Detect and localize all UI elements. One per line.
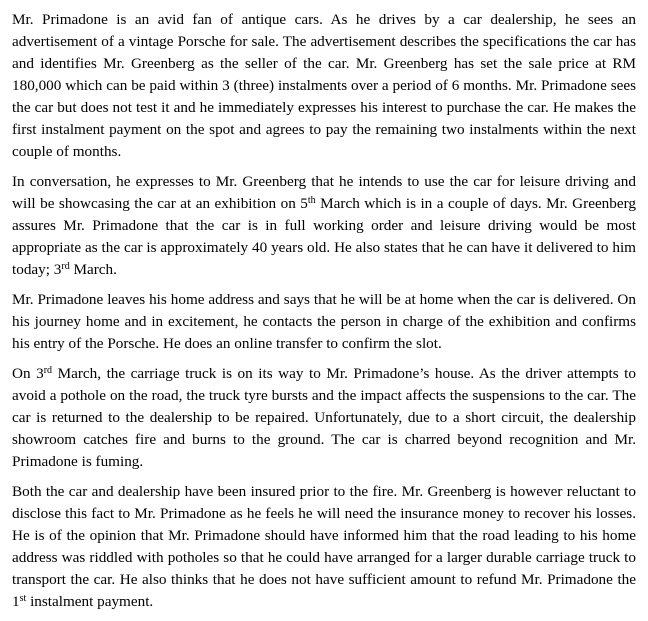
- paragraph-text: March which is in a couple of days. Mr. Greenberg assures Mr. Primadone that the car is in full working order and leisure driving would be most appropriate as the car is approximately 40 years old. He also states that he can have it delivered to him today; 3: [12, 195, 636, 278]
- paragraph-4: [12, 363, 636, 473]
- ordinal-suffix: rd: [61, 261, 70, 272]
- document-body: [12, 9, 636, 621]
- paragraph-text: In conversation, he expresses to Mr. Greenberg that he intends to use the car for leisure driving and will be showcasing the car at an exhibition on 5: [12, 173, 636, 212]
- paragraph-text: Both the car and dealership have been insured prior to the fire. Mr. Greenberg is however reluctant to disclose this fact to Mr. Primadone as he feels he will need the insurance money to recover his losses. He is of the opinion that Mr. Primadone should have informed him that the road leading to his home address was riddled with potholes so that he could have arranged for a larger durable carriage truck to transport the car. He also thinks that he does not have sufficient amount to refund Mr. Primadone the 1: [12, 483, 636, 610]
- paragraph-text: March.: [69, 261, 117, 278]
- ordinal-suffix: th: [307, 195, 316, 206]
- ordinal-suffix: rd: [43, 365, 53, 376]
- paragraph-3: [12, 289, 636, 355]
- ordinal-suffix: st: [19, 593, 27, 604]
- paragraph-text: On 3: [12, 365, 44, 382]
- paragraph-text: Mr. Primadone leaves his home address and says that he will be at home when the car is delivered. On his journey home and in excitement, he contacts the person in charge of the exhibition and confirms his entry of the Porsche. He does an online transfer to confirm the slot.: [12, 291, 636, 352]
- paragraph-5: [12, 481, 636, 613]
- paragraph-2: [12, 171, 636, 281]
- paragraph-text: instalment payment.: [26, 593, 154, 610]
- paragraph-text: Mr. Primadone is an avid fan of antique cars. As he drives by a car dealership, he sees an advertisement of a vintage Porsche for sale. The advertisement describes the specifications the car has and identifies Mr. Greenberg as the seller of the car. Mr. Greenberg has set the sale price at RM 180,000 which can be paid within 3 (three) instalments over a period of 6 months. Mr. Primadone sees the car but does not test it and he immediately expresses his interest to purchase the car. He makes the first instalment payment on the spot and agrees to pay the remaining two instalments within the next couple of months.: [12, 11, 636, 160]
- paragraph-1: [12, 9, 636, 163]
- paragraph-text: March, the carriage truck is on its way to Mr. Primadone’s house. As the driver attempts to avoid a pothole on the road, the truck tyre bursts and the impact affects the suspensions to the car. The car is returned to the dealership to be repaired. Unfortunately, due to a short circuit, the dealership showroom catches fire and burns to the ground. The car is charred beyond recognition and Mr. Primadone is fuming.: [12, 365, 636, 470]
